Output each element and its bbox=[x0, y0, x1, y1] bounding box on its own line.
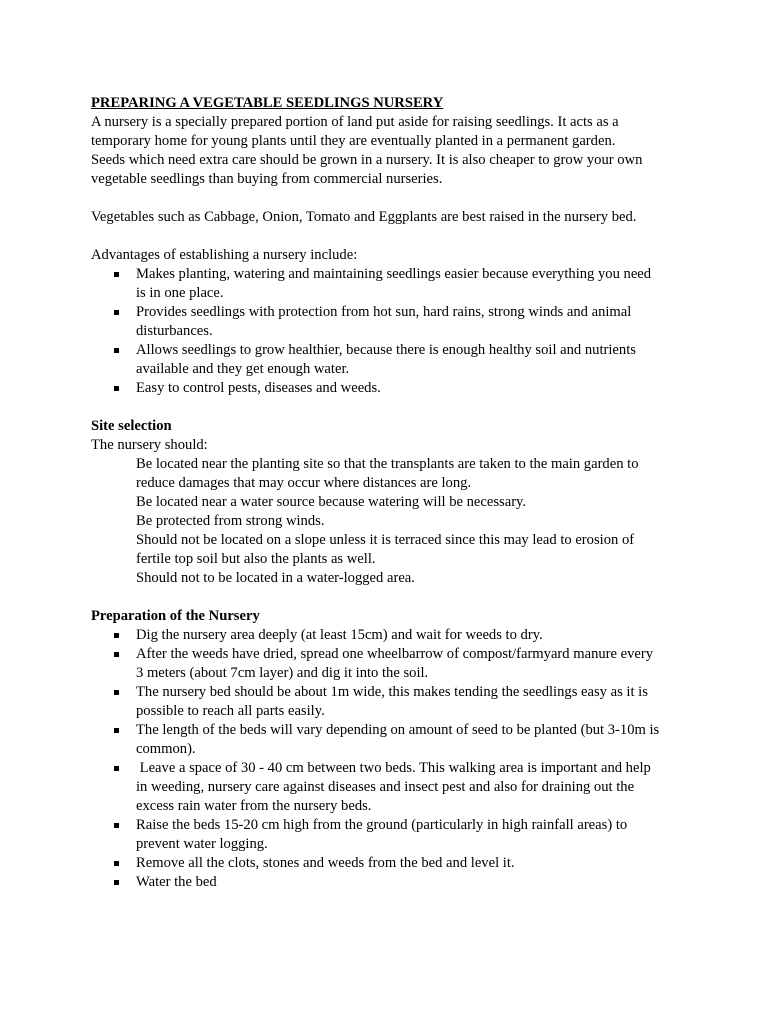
document-title: PREPARING A VEGETABLE SEEDLINGS NURSERY bbox=[91, 95, 444, 111]
list-item-line: available and they get enough water. bbox=[136, 361, 350, 377]
list-item-line: Makes planting, watering and maintaining seedlings easier because everything you need bbox=[136, 266, 652, 282]
list-item bbox=[91, 683, 691, 721]
list-item-line: Water the bed bbox=[136, 874, 217, 890]
site-line: fertile top soil but also the plants as well. bbox=[136, 551, 376, 567]
site-selection-heading: Site selection bbox=[91, 418, 172, 434]
advantages-list bbox=[91, 265, 691, 398]
list-item-line: Allows seedlings to grow healthier, because there is enough healthy soil and nutrients bbox=[136, 342, 636, 358]
list-item-line: The nursery bed should be about 1m wide, this makes tending the seedlings easy as it is bbox=[136, 684, 648, 700]
preparation-list bbox=[91, 626, 691, 892]
list-item-line: Remove all the clots, stones and weeds from the bed and level it. bbox=[136, 855, 515, 871]
site-line: Should not to be located in a water-logged area. bbox=[136, 570, 415, 586]
site-line: Should not be located on a slope unless it is terraced since this may lead to erosion of bbox=[136, 532, 635, 548]
intro-line: temporary home for young plants until they are eventually planted in a permanent garden. bbox=[91, 133, 616, 149]
list-item bbox=[91, 759, 691, 816]
list-item bbox=[91, 626, 691, 645]
list-item-line: The length of the beds will vary depending on amount of seed to be planted (but 3-10m is bbox=[136, 722, 660, 738]
intro-line: vegetable seedlings than buying from commercial nurseries. bbox=[91, 171, 443, 187]
site-line: Be located near the planting site so that the transplants are taken to the main garden to bbox=[136, 456, 639, 472]
list-item bbox=[91, 303, 691, 341]
intro-line: A nursery is a specially prepared portion of land put aside for raising seedlings. It acts as a bbox=[91, 114, 619, 130]
list-item bbox=[91, 341, 691, 379]
list-item bbox=[91, 265, 691, 303]
list-item bbox=[91, 816, 691, 854]
intro-paragraph bbox=[91, 113, 691, 189]
spacer bbox=[91, 398, 691, 417]
site-selection-lead: The nursery should: bbox=[91, 437, 208, 453]
intro-line: Seeds which need extra care should be grown in a nursery. It is also cheaper to grow your own bbox=[91, 152, 643, 168]
list-item bbox=[91, 379, 691, 398]
vegetables-paragraph: Vegetables such as Cabbage, Onion, Tomato and Eggplants are best raised in the nursery bed. bbox=[91, 209, 637, 225]
list-item-line: prevent water logging. bbox=[136, 836, 268, 852]
advantages-lead: Advantages of establishing a nursery include: bbox=[91, 247, 358, 263]
document-body bbox=[91, 94, 691, 892]
list-item-line: Dig the nursery area deeply (at least 15cm) and wait for weeds to dry. bbox=[136, 627, 543, 643]
list-item-line: disturbances. bbox=[136, 323, 213, 339]
list-item-line: Raise the beds 15-20 cm high from the ground (particularly in high rainfall areas) to bbox=[136, 817, 628, 833]
site-line: reduce damages that may occur where distances are long. bbox=[136, 475, 472, 491]
list-item-line: Leave a space of 30 - 40 cm between two beds. This walking area is important and help bbox=[136, 760, 651, 776]
list-item-line: is in one place. bbox=[136, 285, 224, 301]
list-item bbox=[91, 854, 691, 873]
list-item-line: Easy to control pests, diseases and weeds. bbox=[136, 380, 381, 396]
list-item-line: excess rain water from the nursery beds. bbox=[136, 798, 372, 814]
site-line: Be located near a water source because watering will be necessary. bbox=[136, 494, 527, 510]
list-item bbox=[91, 721, 691, 759]
list-item-line: 3 meters (about 7cm layer) and dig it into the soil. bbox=[136, 665, 429, 681]
list-item bbox=[91, 645, 691, 683]
spacer bbox=[91, 588, 691, 607]
list-item-line: in weeding, nursery care against diseases and insect pest and also for draining out the bbox=[136, 779, 635, 795]
spacer bbox=[91, 227, 691, 246]
list-item-line: possible to reach all parts easily. bbox=[136, 703, 325, 719]
preparation-heading: Preparation of the Nursery bbox=[91, 608, 260, 624]
list-item-line: Provides seedlings with protection from hot sun, hard rains, strong winds and animal bbox=[136, 304, 632, 320]
spacer bbox=[91, 189, 691, 208]
list-item bbox=[91, 873, 691, 892]
site-selection-list bbox=[91, 455, 691, 588]
list-item-line: common). bbox=[136, 741, 196, 757]
site-line: Be protected from strong winds. bbox=[136, 513, 325, 529]
list-item-line: After the weeds have dried, spread one wheelbarrow of compost/farmyard manure every bbox=[136, 646, 654, 662]
